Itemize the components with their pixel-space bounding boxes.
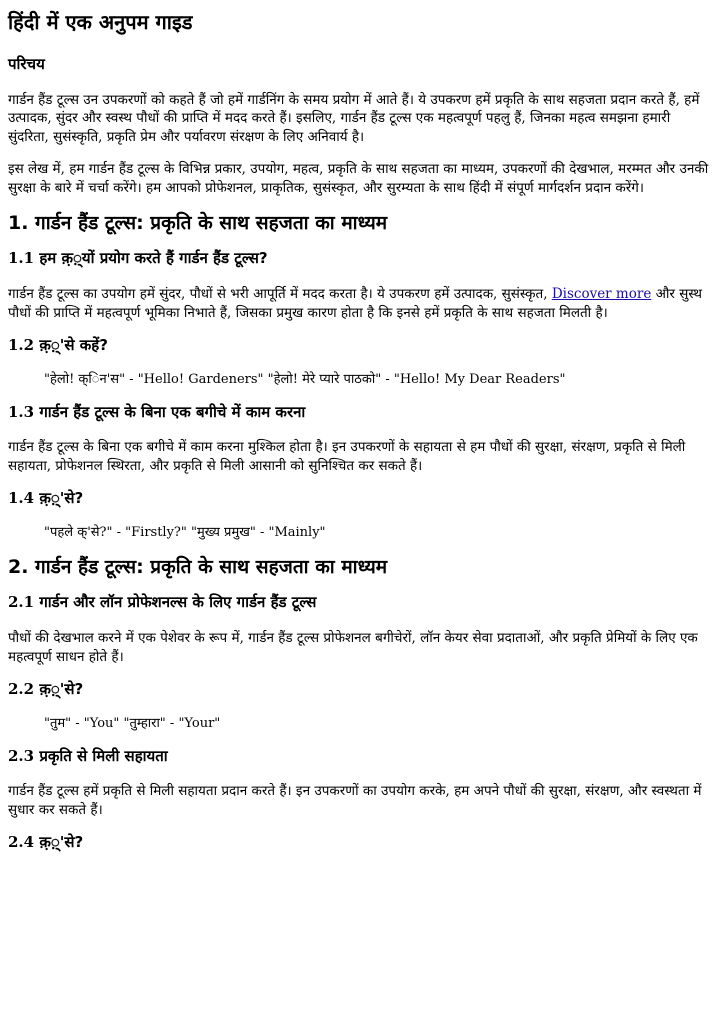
subsection-1-1-heading: [8, 249, 712, 269]
subsection-1-2-heading: [8, 336, 712, 356]
subsection-number: 2.1: [8, 593, 35, 612]
subsection-number: 1.1: [8, 249, 35, 268]
subsection-2-2-heading: [8, 680, 712, 700]
subsection-2-4-heading: [8, 833, 712, 853]
subsection-2-3-paragraph: गार्डन हैंड टूल्स हमें प्रकृति से मिली सहायता प्रदान करते हैं। इन उपकरणों का उपयोग करके, हम अपने पौधों की सुरक्षा, संरक्षण, और स्वस्थता में सुधार कर सकते हैं।: [8, 783, 702, 818]
subsection-number: 1.4: [8, 489, 35, 508]
subsection-title: हम क़़़़्यों प्रयोग करते हैं गार्डन हैंड टूल्स?: [39, 249, 268, 268]
intro-heading: परिचय: [8, 55, 45, 73]
subsection-1-3-heading: [8, 403, 712, 423]
subsection-title: क़़़़्'से?: [39, 489, 84, 508]
subsection-1-3-paragraph: गार्डन हैंड टूल्स के बिना एक बगीचे में काम करना मुश्किल होता है। इन उपकरणों के सहायता से हम पौधों की सुरक्षा, संरक्षण, प्रकृति से मिली सहायता, प्रोफेशनल स्थिरता, और प्रकृति से मिली आसानी को सुनिश्चित कर सकते हैं।: [8, 439, 686, 474]
subsection-number: 2.2: [8, 680, 35, 699]
subsection-2-1-heading: [8, 593, 712, 613]
subsection-2-1-paragraph: पौधों की देखभाल करने में एक पेशेवर के रूप में, गार्डन हैंड टूल्स प्रोफेशनल बगीचेरों, लॉन केयर सेवा प्रदाताओं, और प्रकृति प्रेमियों के लिए एक महत्वपूर्ण साधन होते हैं।: [8, 629, 698, 665]
subsection-title: गार्डन हैंड टूल्स के बिना एक बगीचे में काम करना: [39, 402, 306, 421]
discover-more-link[interactable]: Discover more: [551, 285, 652, 302]
subsection-title: गार्डन और लॉन प्रोफेशनल्स के लिए गार्डन हैंड टूल्स: [39, 593, 317, 612]
subsection-title: क़़़़्'से?: [39, 680, 84, 699]
subsection-title: क़़़़्'से कहें?: [39, 336, 108, 355]
subsection-number: 2.3: [8, 746, 35, 765]
subsection-1-1-paragraph: [8, 285, 712, 322]
intro-paragraph-2: इस लेख में, हम गार्डन हैंड टूल्स के विभिन्न प्रकार, उपयोग, महत्व, प्रकृति के साथ सहजता का माध्यम, उपकरणों की देखभाल, मरम्मत और उनकी सुरक्षा के बारे में चर्चा करेंगे। हम आपको प्रोफेशनल, प्राकृतिक, सुसंस्कृत, और सुरम्यता के साथ हिंदी में संपूर्ण मार्गदर्शन प्रदान करेंगे।: [8, 161, 709, 196]
intro-paragraph-1: गार्डन हैंड टूल्स उन उपकरणों को कहते हैं जो हमें गार्डनिंग के समय प्रयोग में आते हैं। ये उपकरण हमें प्रकृति के साथ सहजता प्रदान करते हैं, हमें उत्पादक, सुंदर और स्वस्थ पौधों की प्राप्ति में मदद करते हैं। इसलिए, गार्डन हैंड टूल्स एक महत्वपूर्ण पहलु हैं, जिनका महत्व समझना हमारी सुंदरिता, सुसंस्कृति, प्रकृति प्रेम और पर्यावरण संरक्षण के लिए अनिवार्य है।: [8, 91, 700, 145]
subsection-1-2-quote: "हेलो! क्िन'स" - "Hello! Gardeners" "हेलो! मेरे प्यारे पाठको" - "Hello! My Dear Readers": [44, 371, 566, 387]
subsection-1-4-quote: "पहले क्'से?" - "Firstly?" "मुख्य प्रमुख" - "Mainly": [44, 524, 326, 540]
subsection-number: 1.2: [8, 336, 35, 355]
subsection-2-3-heading: [8, 747, 712, 767]
subsection-number: 2.4: [8, 833, 35, 852]
section-1-heading: 1. गार्डन हैंड टूल्स: प्रकृति के साथ सहजता का माध्यम: [8, 211, 388, 234]
subsection-title: प्रकृति से मिली सहायता: [39, 746, 168, 765]
paragraph-text: गार्डन हैंड टूल्स का उपयोग हमें सुंदर, पौधों से भरी आपूर्ति में मदद करता है। ये उपकरण हमें उत्पादक, सुसंस्कृत,: [8, 285, 548, 302]
subsection-title: क़़़़्'से?: [39, 833, 84, 852]
subsection-2-2-quote: "तुम" - "You" "तुम्हारा" - "Your": [44, 715, 221, 731]
subsection-1-4-heading: [8, 489, 712, 509]
paragraph-text-continued: और सुस्थ पौधों की प्राप्ति में महत्वपूर्ण भूमिका निभाते हैं, जिसका प्रमुख कारण होता है कि इनसे हमें प्रकृति के साथ सहजता मिलती है।: [8, 285, 702, 321]
page-title: हिंदी में एक अनुपम गाइड: [8, 10, 193, 34]
section-2-heading: 2. गार्डन हैंड टूल्स: प्रकृति के साथ सहजता का माध्यम: [8, 555, 388, 578]
subsection-number: 1.3: [8, 402, 35, 421]
